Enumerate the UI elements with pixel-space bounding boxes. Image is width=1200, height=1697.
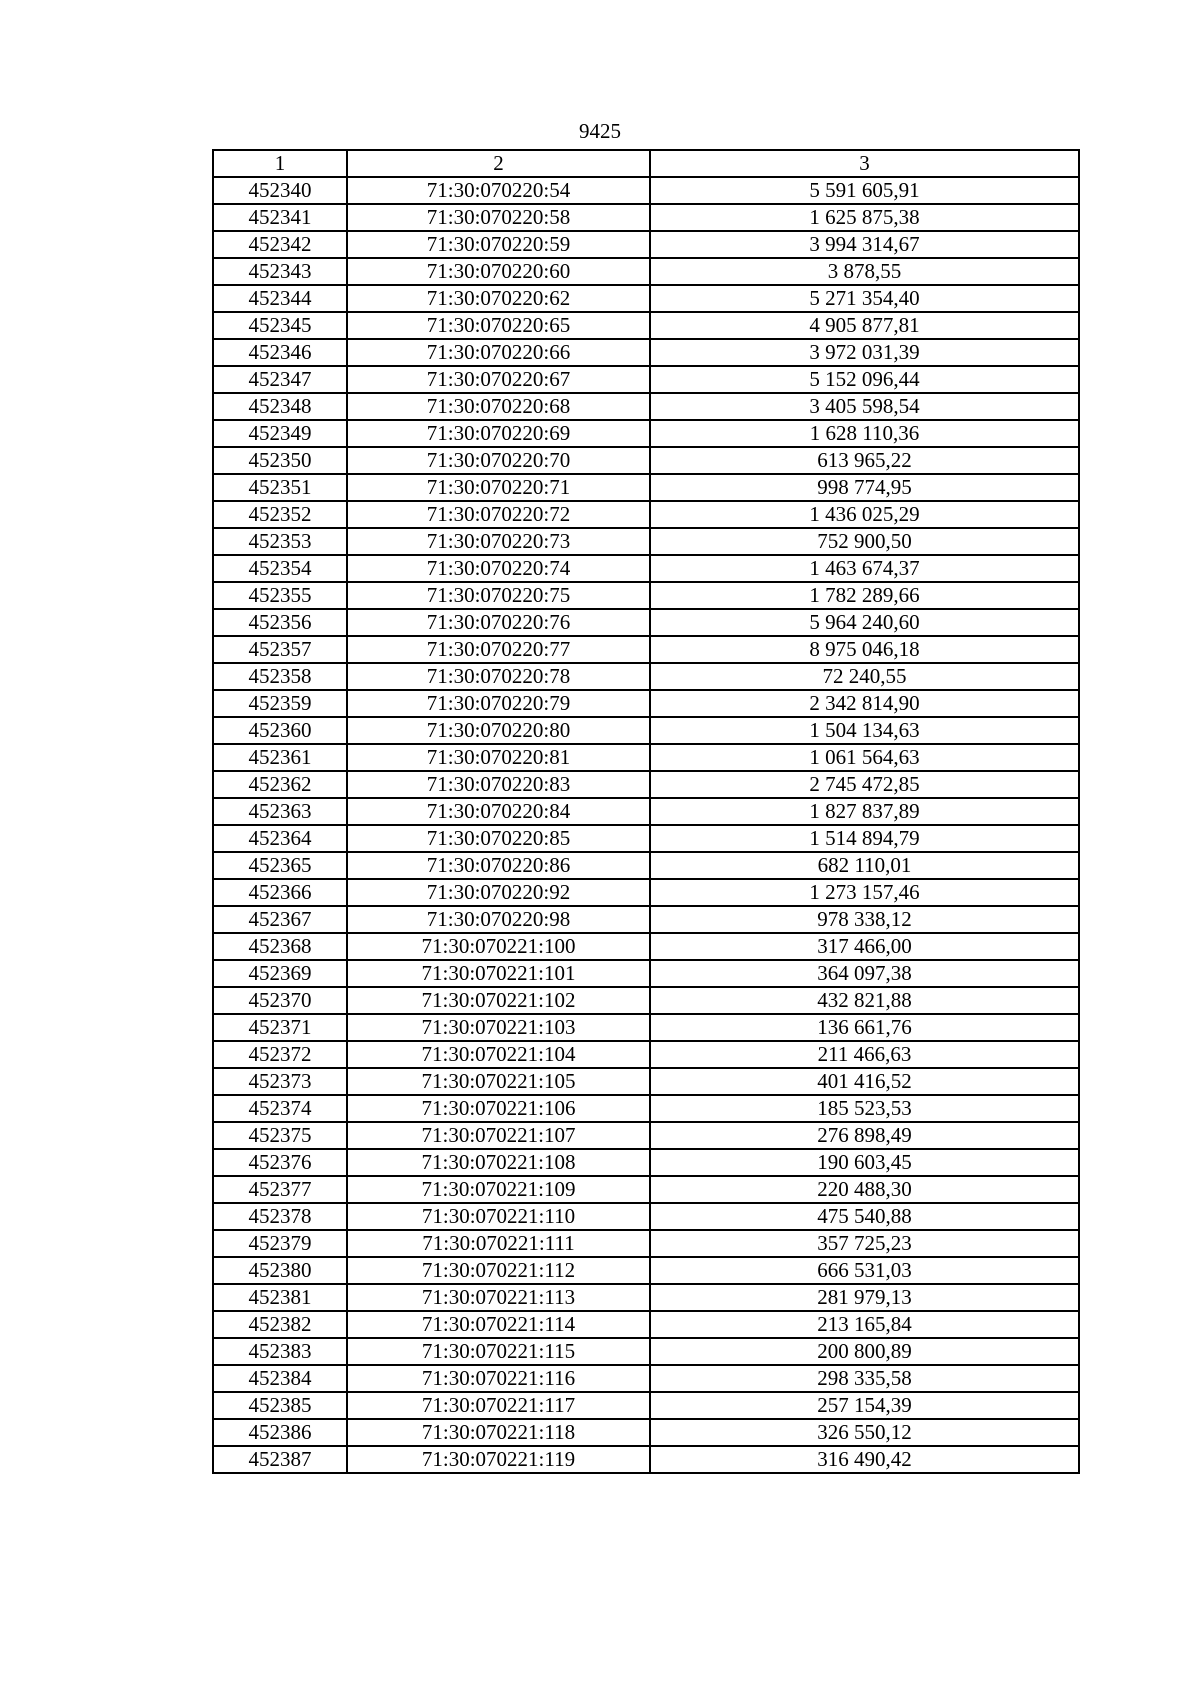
cell-number: 452363 <box>213 798 347 825</box>
cell-number: 452346 <box>213 339 347 366</box>
column-header-2: 2 <box>347 150 650 177</box>
cell-cadastral-number: 71:30:070221:105 <box>347 1068 650 1095</box>
cell-value: 475 540,88 <box>650 1203 1079 1230</box>
table-row <box>213 771 1079 798</box>
cell-cadastral-number: 71:30:070221:102 <box>347 987 650 1014</box>
cell-cadastral-number: 71:30:070220:59 <box>347 231 650 258</box>
cell-number: 452345 <box>213 312 347 339</box>
cell-number: 452377 <box>213 1176 347 1203</box>
cell-number: 452344 <box>213 285 347 312</box>
cell-value: 3 972 031,39 <box>650 339 1079 366</box>
cell-value: 432 821,88 <box>650 987 1079 1014</box>
cell-cadastral-number: 71:30:070220:67 <box>347 366 650 393</box>
cell-cadastral-number: 71:30:070221:117 <box>347 1392 650 1419</box>
table-row <box>213 636 1079 663</box>
cell-value: 1 061 564,63 <box>650 744 1079 771</box>
cell-value: 978 338,12 <box>650 906 1079 933</box>
cell-value: 213 165,84 <box>650 1311 1079 1338</box>
table-row <box>213 366 1079 393</box>
cell-number: 452358 <box>213 663 347 690</box>
cell-cadastral-number: 71:30:070221:118 <box>347 1419 650 1446</box>
cell-cadastral-number: 71:30:070220:81 <box>347 744 650 771</box>
table-row <box>213 852 1079 879</box>
cell-cadastral-number: 71:30:070220:68 <box>347 393 650 420</box>
data-table <box>212 149 1080 1474</box>
cell-number: 452383 <box>213 1338 347 1365</box>
cell-cadastral-number: 71:30:070221:103 <box>347 1014 650 1041</box>
cell-value: 316 490,42 <box>650 1446 1079 1473</box>
cell-number: 452357 <box>213 636 347 663</box>
cell-cadastral-number: 71:30:070220:70 <box>347 447 650 474</box>
cell-value: 200 800,89 <box>650 1338 1079 1365</box>
table-row <box>213 960 1079 987</box>
cell-cadastral-number: 71:30:070221:114 <box>347 1311 650 1338</box>
table-row <box>213 555 1079 582</box>
table-row <box>213 1338 1079 1365</box>
table-row <box>213 987 1079 1014</box>
cell-number: 452343 <box>213 258 347 285</box>
table-row <box>213 1068 1079 1095</box>
cell-number: 452362 <box>213 771 347 798</box>
header-row <box>213 150 1079 177</box>
cell-cadastral-number: 71:30:070221:108 <box>347 1149 650 1176</box>
cell-number: 452341 <box>213 204 347 231</box>
cell-cadastral-number: 71:30:070221:100 <box>347 933 650 960</box>
cell-value: 682 110,01 <box>650 852 1079 879</box>
table-row <box>213 663 1079 690</box>
table-row <box>213 1446 1079 1473</box>
table-row <box>213 420 1079 447</box>
table-row <box>213 177 1079 204</box>
table-row <box>213 1203 1079 1230</box>
cell-cadastral-number: 71:30:070221:110 <box>347 1203 650 1230</box>
cell-number: 452384 <box>213 1365 347 1392</box>
cell-cadastral-number: 71:30:070221:109 <box>347 1176 650 1203</box>
table-row <box>213 1311 1079 1338</box>
table-row <box>213 798 1079 825</box>
cell-cadastral-number: 71:30:070221:101 <box>347 960 650 987</box>
cell-cadastral-number: 71:30:070220:74 <box>347 555 650 582</box>
cell-number: 452375 <box>213 1122 347 1149</box>
table-row <box>213 393 1079 420</box>
cell-value: 190 603,45 <box>650 1149 1079 1176</box>
cell-value: 1 782 289,66 <box>650 582 1079 609</box>
cell-value: 1 463 674,37 <box>650 555 1079 582</box>
cell-cadastral-number: 71:30:070220:79 <box>347 690 650 717</box>
cell-cadastral-number: 71:30:070220:73 <box>347 528 650 555</box>
cell-value: 1 625 875,38 <box>650 204 1079 231</box>
cell-number: 452381 <box>213 1284 347 1311</box>
cell-cadastral-number: 71:30:070221:111 <box>347 1230 650 1257</box>
cell-cadastral-number: 71:30:070220:76 <box>347 609 650 636</box>
table-row <box>213 1149 1079 1176</box>
table-row <box>213 609 1079 636</box>
cell-number: 452364 <box>213 825 347 852</box>
cell-value: 998 774,95 <box>650 474 1079 501</box>
cell-value: 276 898,49 <box>650 1122 1079 1149</box>
cell-cadastral-number: 71:30:070221:112 <box>347 1257 650 1284</box>
cell-cadastral-number: 71:30:070220:65 <box>347 312 650 339</box>
cell-value: 136 661,76 <box>650 1014 1079 1041</box>
cell-value: 666 531,03 <box>650 1257 1079 1284</box>
cell-number: 452365 <box>213 852 347 879</box>
cell-number: 452374 <box>213 1095 347 1122</box>
cell-value: 257 154,39 <box>650 1392 1079 1419</box>
table-row <box>213 879 1079 906</box>
table-row <box>213 744 1079 771</box>
cell-value: 2 342 814,90 <box>650 690 1079 717</box>
cell-number: 452351 <box>213 474 347 501</box>
cell-number: 452347 <box>213 366 347 393</box>
table-row <box>213 690 1079 717</box>
cell-value: 1 514 894,79 <box>650 825 1079 852</box>
table-row <box>213 339 1079 366</box>
cell-value: 1 628 110,36 <box>650 420 1079 447</box>
cell-number: 452353 <box>213 528 347 555</box>
cell-cadastral-number: 71:30:070221:106 <box>347 1095 650 1122</box>
cell-cadastral-number: 71:30:070220:92 <box>347 879 650 906</box>
cell-cadastral-number: 71:30:070220:54 <box>347 177 650 204</box>
cell-value: 1 436 025,29 <box>650 501 1079 528</box>
cell-value: 4 905 877,81 <box>650 312 1079 339</box>
cell-value: 8 975 046,18 <box>650 636 1079 663</box>
cell-cadastral-number: 71:30:070221:113 <box>347 1284 650 1311</box>
cell-number: 452348 <box>213 393 347 420</box>
cell-number: 452370 <box>213 987 347 1014</box>
cell-value: 220 488,30 <box>650 1176 1079 1203</box>
cell-cadastral-number: 71:30:070220:83 <box>347 771 650 798</box>
table-row <box>213 204 1079 231</box>
cell-value: 2 745 472,85 <box>650 771 1079 798</box>
table-row <box>213 1365 1079 1392</box>
cell-value: 752 900,50 <box>650 528 1079 555</box>
cell-value: 5 964 240,60 <box>650 609 1079 636</box>
cell-cadastral-number: 71:30:070220:66 <box>347 339 650 366</box>
cell-number: 452373 <box>213 1068 347 1095</box>
table-row <box>213 582 1079 609</box>
cell-value: 5 152 096,44 <box>650 366 1079 393</box>
cell-number: 452386 <box>213 1419 347 1446</box>
cell-number: 452352 <box>213 501 347 528</box>
cell-cadastral-number: 71:30:070221:119 <box>347 1446 650 1473</box>
table-header <box>213 150 1079 177</box>
cell-cadastral-number: 71:30:070220:62 <box>347 285 650 312</box>
cell-number: 452354 <box>213 555 347 582</box>
cell-cadastral-number: 71:30:070221:115 <box>347 1338 650 1365</box>
cell-value: 357 725,23 <box>650 1230 1079 1257</box>
table-row <box>213 1257 1079 1284</box>
cell-value: 72 240,55 <box>650 663 1079 690</box>
cell-cadastral-number: 71:30:070220:85 <box>347 825 650 852</box>
cell-value: 5 271 354,40 <box>650 285 1079 312</box>
cell-number: 452349 <box>213 420 347 447</box>
table-row <box>213 447 1079 474</box>
table-row <box>213 231 1079 258</box>
cell-number: 452340 <box>213 177 347 204</box>
cell-value: 317 466,00 <box>650 933 1079 960</box>
table-row <box>213 1176 1079 1203</box>
table-row <box>213 825 1079 852</box>
cell-value: 1 504 134,63 <box>650 717 1079 744</box>
cell-cadastral-number: 71:30:070220:72 <box>347 501 650 528</box>
cell-cadastral-number: 71:30:070221:107 <box>347 1122 650 1149</box>
cell-cadastral-number: 71:30:070220:58 <box>347 204 650 231</box>
cell-value: 298 335,58 <box>650 1365 1079 1392</box>
cell-number: 452342 <box>213 231 347 258</box>
cell-cadastral-number: 71:30:070220:77 <box>347 636 650 663</box>
cell-cadastral-number: 71:30:070220:86 <box>347 852 650 879</box>
cell-value: 5 591 605,91 <box>650 177 1079 204</box>
cell-value: 1 827 837,89 <box>650 798 1079 825</box>
cell-number: 452376 <box>213 1149 347 1176</box>
cell-cadastral-number: 71:30:070220:71 <box>347 474 650 501</box>
cell-cadastral-number: 71:30:070220:69 <box>347 420 650 447</box>
table-row <box>213 1095 1079 1122</box>
cell-number: 452367 <box>213 906 347 933</box>
cell-number: 452387 <box>213 1446 347 1473</box>
table-row <box>213 906 1079 933</box>
cell-value: 364 097,38 <box>650 960 1079 987</box>
cell-value: 3 878,55 <box>650 258 1079 285</box>
cell-number: 452382 <box>213 1311 347 1338</box>
cell-number: 452355 <box>213 582 347 609</box>
column-header-3: 3 <box>650 150 1079 177</box>
cell-number: 452385 <box>213 1392 347 1419</box>
cell-number: 452359 <box>213 690 347 717</box>
cell-number: 452380 <box>213 1257 347 1284</box>
table-row <box>213 1392 1079 1419</box>
cell-number: 452356 <box>213 609 347 636</box>
cell-number: 452361 <box>213 744 347 771</box>
table-body <box>213 177 1079 1473</box>
table-row <box>213 528 1079 555</box>
cell-cadastral-number: 71:30:070220:80 <box>347 717 650 744</box>
page-number: 9425 <box>579 119 621 143</box>
cell-cadastral-number: 71:30:070220:75 <box>347 582 650 609</box>
table-row <box>213 1230 1079 1257</box>
table-row <box>213 285 1079 312</box>
cell-number: 452350 <box>213 447 347 474</box>
cell-number: 452372 <box>213 1041 347 1068</box>
cell-value: 281 979,13 <box>650 1284 1079 1311</box>
cell-number: 452378 <box>213 1203 347 1230</box>
cell-value: 1 273 157,46 <box>650 879 1079 906</box>
cell-number: 452371 <box>213 1014 347 1041</box>
cell-value: 401 416,52 <box>650 1068 1079 1095</box>
cell-value: 211 466,63 <box>650 1041 1079 1068</box>
cell-number: 452369 <box>213 960 347 987</box>
cell-value: 613 965,22 <box>650 447 1079 474</box>
table-row <box>213 933 1079 960</box>
cell-value: 185 523,53 <box>650 1095 1079 1122</box>
table-row <box>213 1284 1079 1311</box>
cell-number: 452360 <box>213 717 347 744</box>
table-row <box>213 717 1079 744</box>
cell-cadastral-number: 71:30:070221:116 <box>347 1365 650 1392</box>
cell-cadastral-number: 71:30:070221:104 <box>347 1041 650 1068</box>
cell-cadastral-number: 71:30:070220:60 <box>347 258 650 285</box>
cell-value: 3 405 598,54 <box>650 393 1079 420</box>
cell-number: 452366 <box>213 879 347 906</box>
table-row <box>213 258 1079 285</box>
cell-cadastral-number: 71:30:070220:78 <box>347 663 650 690</box>
cell-number: 452368 <box>213 933 347 960</box>
column-header-1: 1 <box>213 150 347 177</box>
table-row <box>213 501 1079 528</box>
cell-number: 452379 <box>213 1230 347 1257</box>
cell-cadastral-number: 71:30:070220:84 <box>347 798 650 825</box>
table-row <box>213 1014 1079 1041</box>
table-row <box>213 312 1079 339</box>
cell-value: 326 550,12 <box>650 1419 1079 1446</box>
table-row <box>213 1122 1079 1149</box>
table-row <box>213 1419 1079 1446</box>
cell-value: 3 994 314,67 <box>650 231 1079 258</box>
table-row <box>213 474 1079 501</box>
table-row <box>213 1041 1079 1068</box>
cell-cadastral-number: 71:30:070220:98 <box>347 906 650 933</box>
